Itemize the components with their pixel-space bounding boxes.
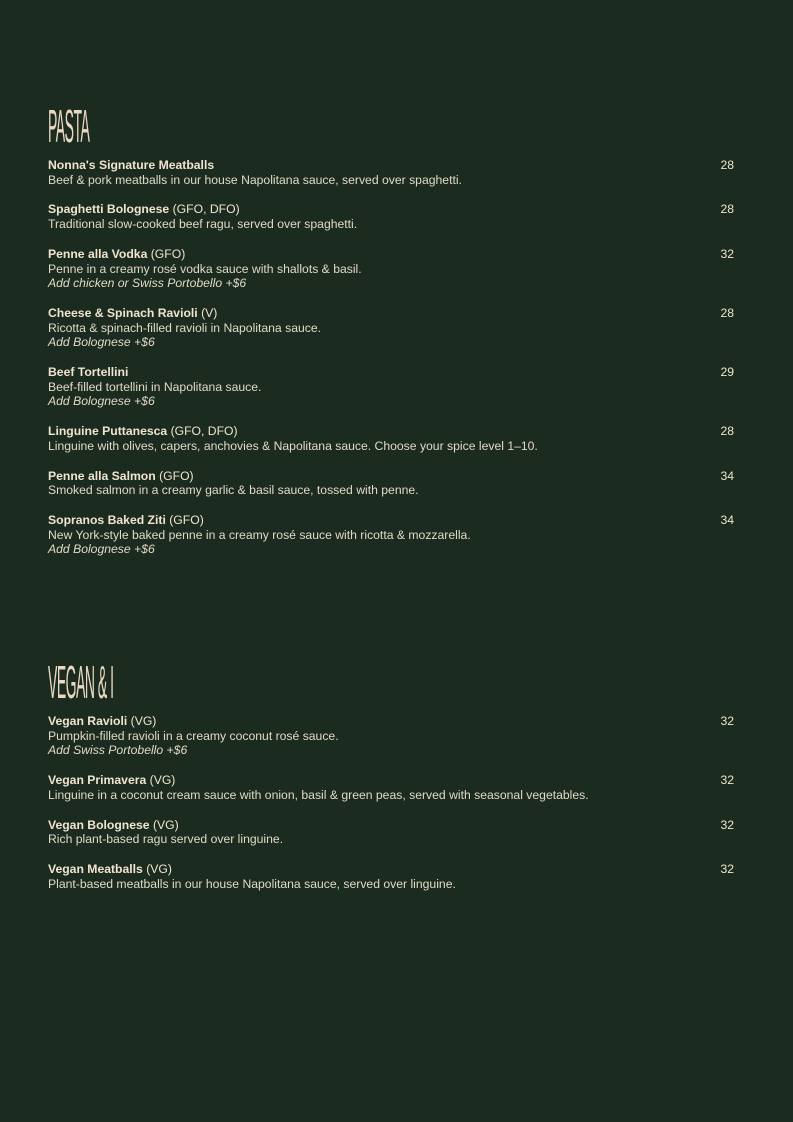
menu-item-heading (48, 365, 676, 380)
menu-item (48, 513, 736, 557)
menu-item-heading (48, 862, 676, 877)
menu-item-price: 32 (720, 246, 734, 261)
menu-item-addon: Add Bolognese +$6 (48, 542, 155, 557)
menu-item-description: Plant-based meatballs in our house Napolitana sauce, served over linguine. (48, 876, 456, 891)
vegan-section (48, 656, 736, 906)
menu-item-heading (48, 714, 676, 729)
menu-item (48, 714, 736, 758)
menu-item-heading (48, 818, 676, 833)
menu-item-description: New York-style baked penne in a creamy rosé sauce with ricotta & mozzarella. (48, 527, 471, 542)
menu-items (48, 158, 736, 557)
menu-item (48, 818, 736, 847)
menu-item-dietary-tags: (VG) (142, 861, 172, 876)
menu-item-heading (48, 306, 676, 321)
menu-item-description: Ricotta & spinach-filled ravioli in Napolitana sauce. (48, 320, 322, 335)
menu-item-description: Linguine in a coconut cream sauce with onion, basil & green peas, served with seasonal vegetables. (48, 787, 589, 802)
menu-item-name: Spaghetti Bolognese (48, 202, 170, 217)
menu-item (48, 469, 736, 498)
menu-item (48, 202, 736, 231)
menu-item-heading (48, 424, 676, 439)
menu-item-heading (48, 773, 676, 788)
menu-item-price: 28 (720, 305, 734, 320)
menu-item (48, 424, 736, 453)
pasta-section (48, 100, 736, 572)
menu-item-price: 28 (720, 424, 734, 439)
menu-item-dietary-tags: (VG) (127, 714, 157, 728)
menu-item-price: 32 (720, 714, 734, 728)
menu-item-description: Penne in a creamy rosé vodka sauce with shallots & basil. (48, 261, 362, 276)
menu-item-description: Traditional slow-cooked beef ragu, served over spaghetti. (48, 217, 358, 232)
menu-item-name: Cheese & Spinach Ravioli (48, 305, 198, 320)
menu-item-dietary-tags: (GFO, DFO) (167, 424, 238, 439)
menu-item-description: Beef & pork meatballs in our house Napolitana sauce, served over spaghetti. (48, 172, 462, 187)
menu-item-dietary-tags: (GFO) (147, 246, 186, 261)
menu-item-price: 28 (720, 202, 734, 217)
menu-item-description: Rich plant-based ragu served over linguine. (48, 832, 284, 847)
menu-item-addon: Add Bolognese +$6 (48, 335, 155, 350)
menu-item (48, 158, 736, 187)
menu-item-dietary-tags: (GFO) (165, 512, 204, 527)
menu-item-description: Pumpkin-filled ravioli in a creamy coconut rosé sauce. (48, 728, 339, 743)
menu-item-price: 32 (720, 773, 734, 788)
menu-item-price: 28 (720, 158, 734, 172)
menu-item-description: Smoked salmon in a creamy garlic & basil sauce, tossed with penne. (48, 483, 419, 498)
menu-item-dietary-tags: (VG) (146, 773, 176, 788)
menu-item (48, 862, 736, 891)
menu-item-name: Vegan Bolognese (48, 817, 150, 832)
menu-item-name: Nonna's Signature Meatballs (48, 158, 215, 172)
menu-item-description: Beef-filled tortellini in Napolitana sauce. (48, 379, 262, 394)
menu-item-heading (48, 513, 676, 528)
menu-item-name: Vegan Meatballs (48, 861, 143, 876)
menu-item-addon: Add Bolognese +$6 (48, 394, 155, 409)
menu-item-dietary-tags: (GFO) (155, 468, 194, 483)
menu-item-addon: Add chicken or Swiss Portobello +$6 (48, 276, 247, 291)
menu-item-name: Penne alla Salmon (48, 468, 156, 483)
menu-item-addon: Add Swiss Portobello +$6 (48, 743, 188, 758)
menu-item-dietary-tags: (VG) (149, 817, 179, 832)
menu-item (48, 247, 736, 291)
menu-item-price: 34 (720, 512, 734, 527)
menu-item-price: 29 (720, 365, 734, 380)
menu-item (48, 773, 736, 802)
menu-item-price: 32 (720, 817, 734, 832)
menu-item (48, 365, 736, 409)
menu-item-name: Linguine Puttanesca (48, 424, 168, 439)
menu-item-heading (48, 202, 676, 217)
section-title: PASTA (48, 100, 90, 152)
menu-item-heading (48, 247, 676, 262)
menu-item (48, 306, 736, 350)
menu-item-name: Penne alla Vodka (48, 246, 148, 261)
menu-item-name: Sopranos Baked Ziti (48, 512, 166, 527)
menu-item-heading (48, 158, 676, 173)
menu-item-name: Vegan Primavera (48, 773, 147, 788)
menu-item-name: Beef Tortellini (48, 365, 129, 380)
menu-item-dietary-tags: (V) (197, 305, 218, 320)
section-title: VEGAN & I (48, 656, 114, 708)
menu-item-description: Linguine with olives, capers, anchovies & Napolitana sauce. Choose your spice level 1–10. (48, 438, 538, 453)
menu-items (48, 714, 736, 891)
menu-item-name: Vegan Ravioli (48, 714, 128, 728)
menu-item-heading (48, 469, 676, 484)
menu-item-price: 32 (720, 861, 734, 876)
menu-item-dietary-tags: (GFO, DFO) (169, 202, 240, 217)
menu-item-price: 34 (720, 468, 734, 483)
